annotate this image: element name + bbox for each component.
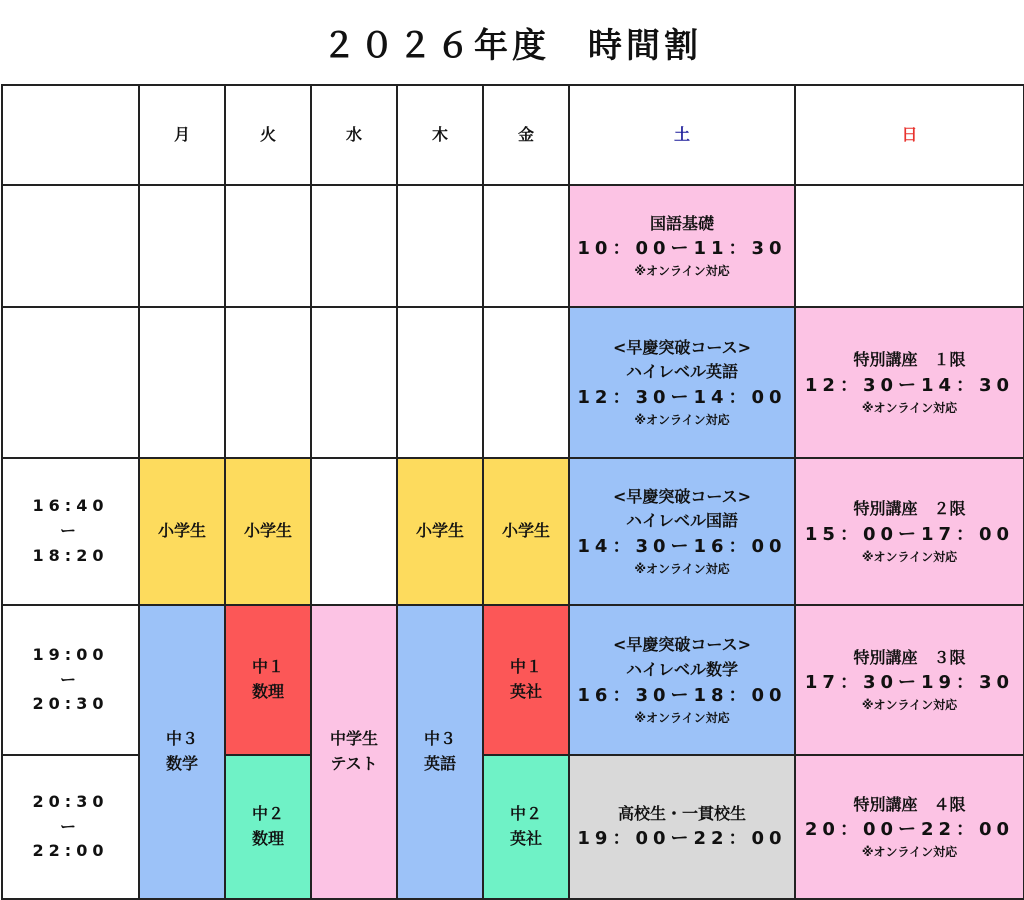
class-time: 12：30ー14：30 — [804, 374, 1015, 396]
day-header-thu: 木 — [397, 85, 483, 185]
class-cell-tue-elementary: 小学生 — [225, 458, 311, 605]
grade-label: 中２ — [251, 804, 284, 824]
empty-cell — [311, 185, 397, 307]
class-cell-tue-j2-science — [225, 755, 311, 899]
empty-cell — [311, 458, 397, 605]
time-start: 20:30 — [32, 791, 109, 811]
page-title: ２０２６年度 時間割 — [322, 26, 702, 66]
time-separator: ー — [59, 816, 81, 836]
empty-cell — [311, 307, 397, 458]
corner-cell — [2, 85, 139, 185]
course-label: <早慶突破コース> — [612, 635, 751, 655]
time-cell-r5 — [2, 755, 139, 899]
subject-label: 数理 — [251, 682, 284, 701]
online-note: ※オンライン対応 — [634, 562, 730, 577]
class-name: 特別講座 ４限 — [853, 794, 966, 814]
empty-cell — [397, 307, 483, 458]
class-name: 高校生・一貫校生 — [617, 803, 746, 823]
day-header-sat: 土 — [569, 85, 795, 185]
online-note: ※オンライン対応 — [634, 264, 730, 279]
class-time: 14：30ー16：00 — [577, 536, 787, 558]
class-name: 特別講座 ２限 — [853, 499, 966, 519]
subject-label: テスト — [330, 754, 378, 773]
empty-cell — [225, 185, 311, 307]
class-name: ハイレベル国語 — [625, 511, 738, 531]
class-cell-fri-j1-english-social — [483, 605, 569, 755]
class-time: 15：00ー17：00 — [804, 523, 1015, 545]
class-cell-fri-elementary: 小学生 — [483, 458, 569, 605]
class-time: 19：00ー22：00 — [577, 828, 787, 850]
grade-label: 中３ — [165, 729, 198, 749]
class-cell-mon-j3-math — [139, 605, 225, 899]
class-time: 12：30ー14：00 — [577, 387, 787, 409]
class-cell-sat-english — [569, 307, 795, 458]
class-cell-sun-period-4 — [795, 755, 1024, 899]
class-time: 10：00ー11：30 — [577, 238, 787, 260]
class-cell-sat-math — [569, 605, 795, 755]
class-cell-thu-j3-english — [397, 605, 483, 899]
subject-label: 英語 — [423, 754, 456, 773]
empty-cell — [139, 185, 225, 307]
row-4 — [2, 605, 1024, 755]
empty-cell — [139, 307, 225, 458]
header-row — [2, 85, 1024, 185]
online-note: ※オンライン対応 — [634, 710, 730, 725]
time-separator: ー — [59, 521, 81, 541]
class-cell-sat-kokugo-kiso — [569, 185, 795, 307]
online-note: ※オンライン対応 — [861, 400, 958, 415]
row-3 — [2, 458, 1024, 605]
time-cell-r4 — [2, 605, 139, 755]
time-start: 19:00 — [32, 644, 109, 664]
time-cell-r3 — [2, 458, 139, 605]
class-name: 特別講座 ３限 — [853, 647, 966, 667]
class-cell-wed-test — [311, 605, 397, 899]
timetable — [1, 84, 1024, 900]
online-note: ※オンライン対応 — [634, 413, 730, 428]
subject-label: 数学 — [165, 754, 198, 773]
empty-cell — [397, 185, 483, 307]
day-header-tue: 火 — [225, 85, 311, 185]
time-end: 22:00 — [32, 841, 109, 861]
grade-label: 中１ — [509, 657, 542, 677]
day-header-sun: 日 — [795, 85, 1024, 185]
time-end: 18:20 — [32, 545, 109, 565]
subject-label: 英社 — [509, 682, 542, 701]
class-cell-sun-period-2 — [795, 458, 1024, 605]
time-separator: ー — [59, 669, 81, 689]
day-header-fri: 金 — [483, 85, 569, 185]
time-cell-empty — [2, 185, 139, 307]
grade-label: 中学生 — [329, 729, 378, 749]
class-name: ハイレベル数学 — [625, 659, 738, 679]
online-note: ※オンライン対応 — [861, 698, 958, 713]
class-cell-fri-j2-english-social — [483, 755, 569, 899]
class-cell-thu-elementary: 小学生 — [397, 458, 483, 605]
course-label: <早慶突破コース> — [612, 337, 751, 357]
class-cell-sun-period-1 — [795, 307, 1024, 458]
class-name: 国語基礎 — [649, 213, 714, 233]
class-time: 17：30ー19：30 — [804, 672, 1015, 694]
class-time: 20：00ー22：00 — [804, 819, 1015, 841]
grade-label: 中２ — [509, 804, 542, 824]
grade-label: 中１ — [251, 657, 284, 677]
empty-cell — [483, 307, 569, 458]
course-label: <早慶突破コース> — [612, 486, 751, 506]
class-cell-tue-j1-science — [225, 605, 311, 755]
subject-label: 数理 — [251, 829, 284, 848]
class-cell-sat-highschool — [569, 755, 795, 899]
class-time: 16：30ー18：00 — [577, 684, 787, 706]
day-header-wed: 水 — [311, 85, 397, 185]
day-header-mon: 月 — [139, 85, 225, 185]
class-cell-sun-period-3 — [795, 605, 1024, 755]
subject-label: 英社 — [509, 829, 542, 848]
empty-cell — [483, 185, 569, 307]
grade-label: 中３ — [423, 729, 456, 749]
row-2 — [2, 307, 1024, 458]
class-name: ハイレベル英語 — [625, 362, 738, 382]
class-name: 特別講座 １限 — [853, 350, 966, 370]
empty-cell — [795, 185, 1024, 307]
time-end: 20:30 — [32, 694, 109, 714]
class-cell-mon-elementary: 小学生 — [139, 458, 225, 605]
class-cell-sat-japanese — [569, 458, 795, 605]
online-note: ※オンライン対応 — [861, 845, 958, 860]
time-cell-empty — [2, 307, 139, 458]
empty-cell — [225, 307, 311, 458]
row-1 — [2, 185, 1024, 307]
time-start: 16:40 — [32, 496, 109, 516]
online-note: ※オンライン対応 — [861, 549, 958, 564]
